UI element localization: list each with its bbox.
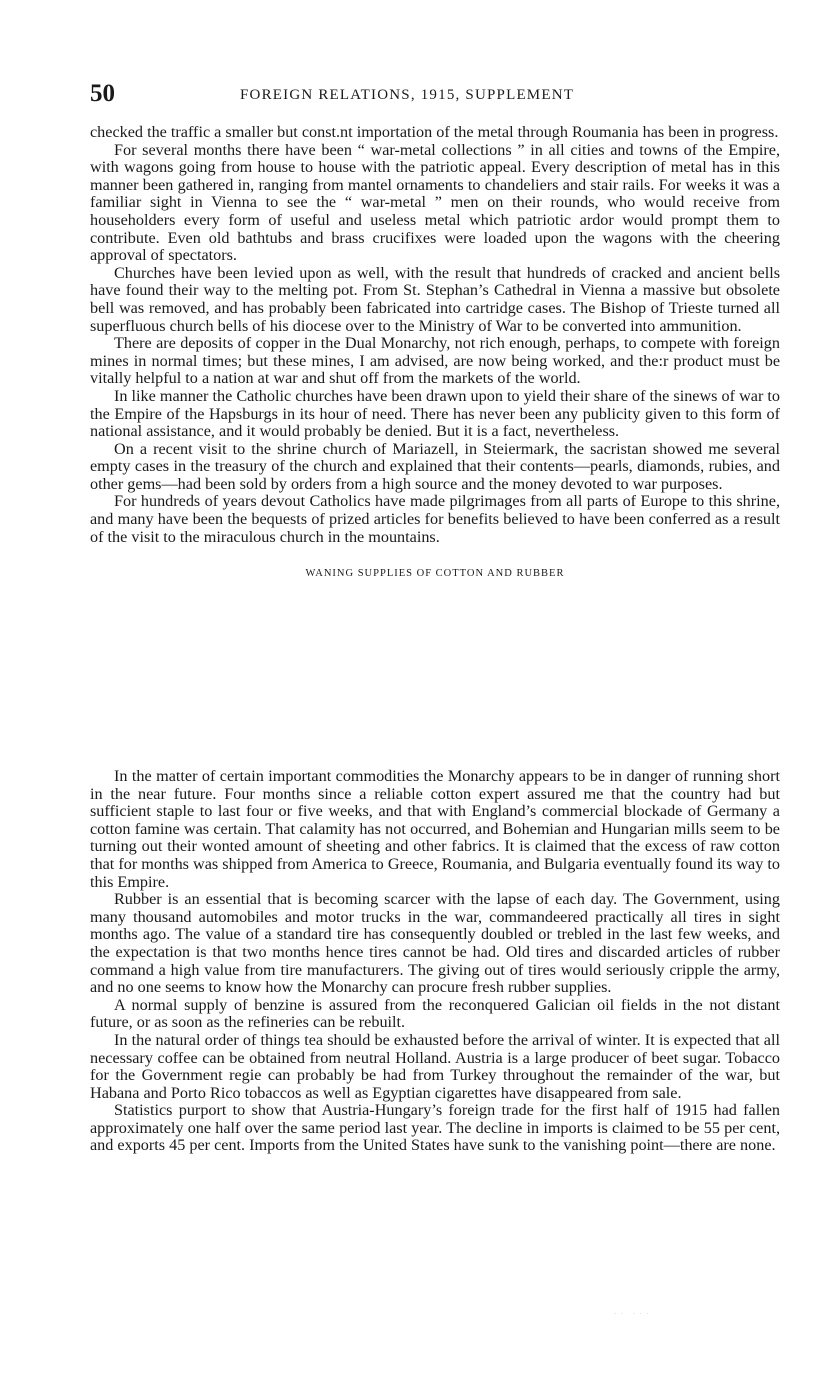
body-text-top <box>90 124 780 600</box>
paragraph: Churches have been levied upon as well, with the result that hundreds of cracked and ancient bells have found their way to the melting pot. From St. Stephan’s Cathedral in Vienna a massive but obsolete bell was removed, and has probably been fabricated into cartridge cases. The Bishop of Trieste turned all superfluous church bells of his diocese over to the Ministry of War to be converted into ammunition. <box>90 263 780 335</box>
faint-library-stamp: ·· ··· <box>608 1308 653 1320</box>
paragraph: For hundreds of years devout Catholics have made pilgrimages from all parts of Europe to this shrine, and many have been the bequests of prized articles for benefits believed to have been conferred as a result of the visit to the miraculous church in the mountains. <box>90 492 780 546</box>
paragraph: There are deposits of copper in the Dual Monarchy, not rich enough, perhaps, to compete with foreign mines in normal times; but these mines, I am advised, are now being worked, and the:r product must be vitally helpful to a nation at war and shut off from the markets of the world. <box>90 334 780 388</box>
paragraph: For several months there have been “ war-metal collections ” in all cities and towns of the Empire, with wagons going from house to house with the patriotic appeal. Every description of metal has in this manner been gathered in, ranging from mantel ornaments to chandeliers and stair rails. For weeks it was a familiar sight in Vienna to see the “ war-metal ” men on their rounds, who would receive from householders every form of useful and useless metal which patriotic ardor would prompt them to contribute. Even old bathtubs and brass crucifixes were loaded upon the wagons with the cheering approval of spectators. <box>90 140 780 265</box>
body-text-bottom <box>90 768 780 1155</box>
paragraph: On a recent visit to the shrine church of Mariazell, in Steiermark, the sacristan showed me several empty cases in the treasury of the church and explained that their contents—pearls, diamonds, rubies, and other gems—had been sold by orders from a high source and the money devoted to war purposes. <box>90 439 780 493</box>
paragraph: In the natural order of things tea should be exhausted before the arrival of winter. It is expected that all necessary coffee can be obtained from neutral Holland. Austria is a large producer of beet sugar. Tobacco for the Government regie can probably be had from Turkey throughout the remainder of the war, but Habana and Porto Rico tobaccos as well as Egyptian cigarettes have disappeared from sale. <box>90 1030 780 1102</box>
paragraph: A normal supply of benzine is assured from the reconquered Galician oil fields in the not distant future, or as soon as the refineries can be rebuilt. <box>90 995 780 1032</box>
running-title: FOREIGN RELATIONS, 1915, SUPPLEMENT <box>240 87 575 103</box>
paragraph: In the matter of certain important commodities the Monarchy appears to be in danger of running short in the near future. Four months since a reliable cotton expert assured me that the country had but sufficient staple to last four or five weeks, and that with England’s commercial blockade of Germany a cotton famine was certain. That calamity has not occurred, and Bohemian and Hungarian mills seem to be turning out their wonted amount of sheeting and other fabrics. It is claimed that the excess of raw cotton that for months was shipped from America to Greece, Roumania, and Bulgaria eventually found its way to this Empire. <box>90 767 780 891</box>
paragraph: checked the traffic a smaller but const.nt importation of the metal through Roumania has been in progress. <box>90 123 779 141</box>
paragraph: Statistics purport to show that Austria-Hungary’s foreign trade for the first half of 1915 had fallen approximately one half over the same period last year. The decline in imports is claimed to be 55 per cent, and exports 45 per cent. Imports from the United States have sunk to the vanishing point—there are none. <box>90 1101 780 1155</box>
section-heading: WANING SUPPLIES OF COTTON AND RUBBER <box>305 568 565 580</box>
paragraph: Rubber is an essential that is becoming scarcer with the lapse of each day. The Government, using many thousand automobiles and motor trucks in the war, commandeered practically all tires in sight months ago. The value of a standard tire has consequently doubled or trebled in the last few weeks, and the expectation is that two months hence tires cannot be had. Old tires and discarded articles of rubber command a high value from tire manufacturers. The giving out of tires would seriously cripple the army, and no one seems to know how the Monarchy can procure fresh rubber supplies. <box>90 890 780 997</box>
page-header <box>90 80 780 110</box>
paragraph: In like manner the Catholic churches have been drawn upon to yield their share of the sinews of war to the Empire of the Hapsburgs in its hour of need. There has never been any publicity given to this form of national assistance, and it would probably be denied. But it is a fact, nevertheless. <box>90 386 780 441</box>
page-number: 50 <box>90 80 115 107</box>
